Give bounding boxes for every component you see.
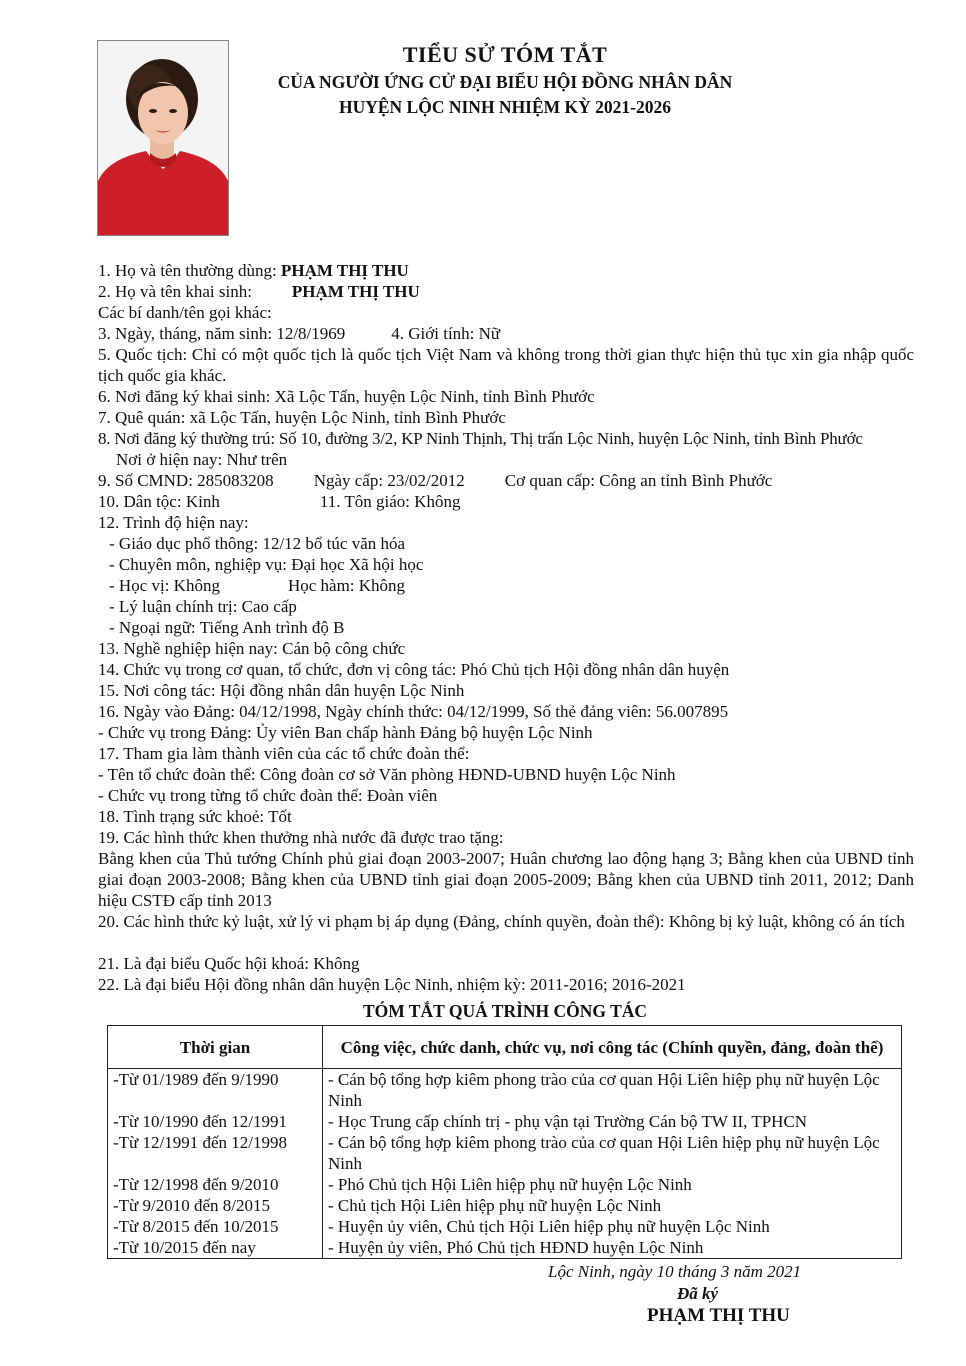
duty-item-4: - Phó Chủ tịch Hội Liên hiệp phụ nữ huyện Lộc Ninh xyxy=(328,1175,692,1194)
political-theory: - Lý luận chính trị: Cao cấp xyxy=(109,597,297,616)
common-name-label: 1. Họ và tên thường dùng: xyxy=(98,261,281,280)
work-history-title: TÓM TẮT QUÁ TRÌNH CÔNG TÁC xyxy=(362,1001,648,1021)
duty-item-3: - Cán bộ tổng hợp kiêm phong trào của cơ quan Hội Liên hiệp phụ nữ huyện Lộc Ninh xyxy=(328,1133,880,1173)
id-issue-date: Ngày cấp: 23/02/2012 xyxy=(313,471,465,490)
ethnicity: 10. Dân tộc: Kinh xyxy=(98,492,220,511)
awards-heading: 19. Các hình thức khen thưởng nhà nước đã được trao tặng: xyxy=(98,828,504,847)
ethnicity-religion-line xyxy=(98,491,914,512)
id-issuer: Cơ quan cấp: Công an tỉnh Bình Phước xyxy=(504,471,773,490)
time-item-4: -Từ 12/1998 đến 9/2010 xyxy=(113,1175,279,1194)
time-item-2: -Từ 10/1990 đến 12/1991 xyxy=(113,1112,288,1131)
birth-registration: 6. Nơi đăng ký khai sinh: Xã Lộc Tấn, huyện Lộc Ninh, tỉnh Bình Phước xyxy=(98,387,595,406)
position: 14. Chức vụ trong cơ quan, tổ chức, đơn vị công tác: Phó Chủ tịch Hội đồng nhân dân huyện xyxy=(98,660,730,679)
bio-line-1 xyxy=(98,260,914,281)
common-name-value: PHẠM THỊ THU xyxy=(281,261,409,280)
time-item-6: -Từ 8/2015 đến 10/2015 xyxy=(113,1217,279,1236)
awards-list: Bằng khen của Thủ tướng Chính phủ giai đoạn 2003-2007; Huân chương lao động hạng 3; Bằng khen của UBND tỉnh giai đoạn 2003-2008; Bằng khen của UBND tỉnh giai đoạn 2005-2009; Bằng khen của UBND tỉnh 2011, 2012; Danh hiệu CSTĐ cấp tỉnh 2013 xyxy=(98,849,914,910)
id-card-line xyxy=(98,470,914,491)
organizations-heading: 17. Tham gia làm thành viên của các tổ chức đoàn thể: xyxy=(98,744,470,763)
table-header-row xyxy=(108,1026,902,1069)
occupation: 13. Nghề nghiệp hiện nay: Cán bộ công chức xyxy=(98,639,406,658)
time-cell xyxy=(108,1069,323,1259)
council-membership: 22. Là đại biểu Hội đồng nhân dân huyện Lộc Ninh, nhiệm kỳ: 2011-2016; 2016-2021 xyxy=(98,975,686,994)
party-position: - Chức vụ trong Đảng: Ủy viên Ban chấp hành Đảng bộ huyện Lộc Ninh xyxy=(98,723,593,742)
document-title: TIỂU SỬ TÓM TẮT xyxy=(402,42,608,67)
birth-name-label: 2. Họ và tên khai sinh: xyxy=(98,282,252,301)
national-assembly: 21. Là đại biểu Quốc hội khoá: Không xyxy=(98,954,360,973)
duty-item-7: - Huyện ủy viên, Phó Chủ tịch HĐND huyện Lộc Ninh xyxy=(328,1238,704,1257)
discipline: 20. Các hình thức kỷ luật, xử lý vi phạm bị áp dụng (Đảng, chính quyền, đoàn thể): Không bị kỷ luật, không có án tích xyxy=(98,912,905,931)
academic-title: Học hàm: Không xyxy=(287,576,406,595)
duty-item-6: - Huyện ủy viên, Chủ tịch Hội Liên hiệp phụ nữ huyện Lộc Ninh xyxy=(328,1217,770,1236)
signature-name: PHẠM THỊ THU xyxy=(647,1305,790,1326)
portrait-image xyxy=(98,41,228,235)
party-admission: 16. Ngày vào Đảng: 04/12/1998, Ngày chính thức: 04/12/1999, Số thẻ đảng viên: 56.007895 xyxy=(98,702,729,721)
column-header-time: Thời gian xyxy=(108,1026,323,1069)
gender: 4. Giới tính: Nữ xyxy=(391,324,501,343)
alias-line: Các bí danh/tên gọi khác: xyxy=(98,303,272,322)
degree-line xyxy=(109,575,925,596)
signature-status: Đã ký xyxy=(677,1284,719,1303)
nationality: 5. Quốc tịch: Chỉ có một quốc tịch là quốc tịch Việt Nam và không trong thời gian thực hiện thủ tục xin gia nhập quốc tịch quốc gia khác. xyxy=(98,345,914,385)
permanent-residence: 8. Nơi đăng ký thường trú: Số 10, đường 3/2, KP Ninh Thịnh, Thị trấn Lộc Ninh, huyện Lộc Ninh, tỉnh Bình Phước xyxy=(98,429,863,448)
time-item-7: -Từ 10/2015 đến nay xyxy=(113,1238,256,1257)
signature-date: Lộc Ninh, ngày 10 tháng 3 năm 2021 xyxy=(548,1262,802,1281)
foreign-language: - Ngoại ngữ: Tiếng Anh trình độ B xyxy=(109,618,345,637)
work-history-table xyxy=(107,1025,902,1259)
id-number: 9. Số CMND: 285083208 xyxy=(98,471,274,490)
organization-role: - Chức vụ trong từng tổ chức đoàn thể: Đoàn viên xyxy=(98,786,438,805)
workplace: 15. Nơi công tác: Hội đồng nhân dân huyện Lộc Ninh xyxy=(98,681,465,700)
religion: 11. Tôn giáo: Không xyxy=(319,492,461,511)
current-residence: Nơi ở hiện nay: Như trên xyxy=(116,450,288,469)
document-subtitle-1: CỦA NGƯỜI ỨNG CỬ ĐẠI BIỂU HỘI ĐỒNG NHÂN DÂN xyxy=(277,72,733,92)
academic-degree: - Học vị: Không xyxy=(109,576,220,595)
column-header-duty: Công việc, chức danh, chức vụ, nơi công tác (Chính quyền, đảng, đoàn thể) xyxy=(323,1026,902,1069)
duty-item-2: - Học Trung cấp chính trị - phụ vận tại Trường Cán bộ TW II, TPHCN xyxy=(328,1112,808,1131)
birth-date: 3. Ngày, tháng, năm sinh: 12/8/1969 xyxy=(98,324,346,343)
birth-name-value: PHẠM THỊ THU xyxy=(291,282,420,301)
organization-name: - Tên tổ chức đoàn thể: Công đoàn cơ sở Văn phòng HĐND-UBND huyện Lộc Ninh xyxy=(98,765,676,784)
time-item-5: -Từ 9/2010 đến 8/2015 xyxy=(113,1196,271,1215)
bio-line-3 xyxy=(98,323,914,344)
specialization: - Chuyên môn, nghiệp vụ: Đại học Xã hội học xyxy=(109,555,424,574)
time-item-1: -Từ 01/1989 đến 9/1990 xyxy=(113,1070,279,1089)
duty-cell xyxy=(323,1069,902,1259)
portrait-photo xyxy=(97,40,229,236)
table-row xyxy=(108,1069,902,1259)
general-education: - Giáo dục phổ thông: 12/12 bổ túc văn hóa xyxy=(109,534,406,553)
document-subtitle-2: HUYỆN LỘC NINH NHIỆM KỲ 2021-2026 xyxy=(338,97,672,117)
hometown: 7. Quê quán: xã Lộc Tấn, huyện Lộc Ninh, tỉnh Bình Phước xyxy=(98,408,506,427)
bio-line-2 xyxy=(98,281,914,302)
education-heading: 12. Trình độ hiện nay: xyxy=(98,513,249,532)
duty-item-5: - Chủ tịch Hội Liên hiệp phụ nữ huyện Lộc Ninh xyxy=(328,1196,662,1215)
time-item-3: -Từ 12/1991 đến 12/1998 xyxy=(113,1133,288,1152)
duty-item-1: - Cán bộ tổng hợp kiêm phong trào của cơ quan Hội Liên hiệp phụ nữ huyện Lộc Ninh xyxy=(328,1070,880,1110)
health-status: 18. Tình trạng sức khoẻ: Tốt xyxy=(98,807,292,826)
